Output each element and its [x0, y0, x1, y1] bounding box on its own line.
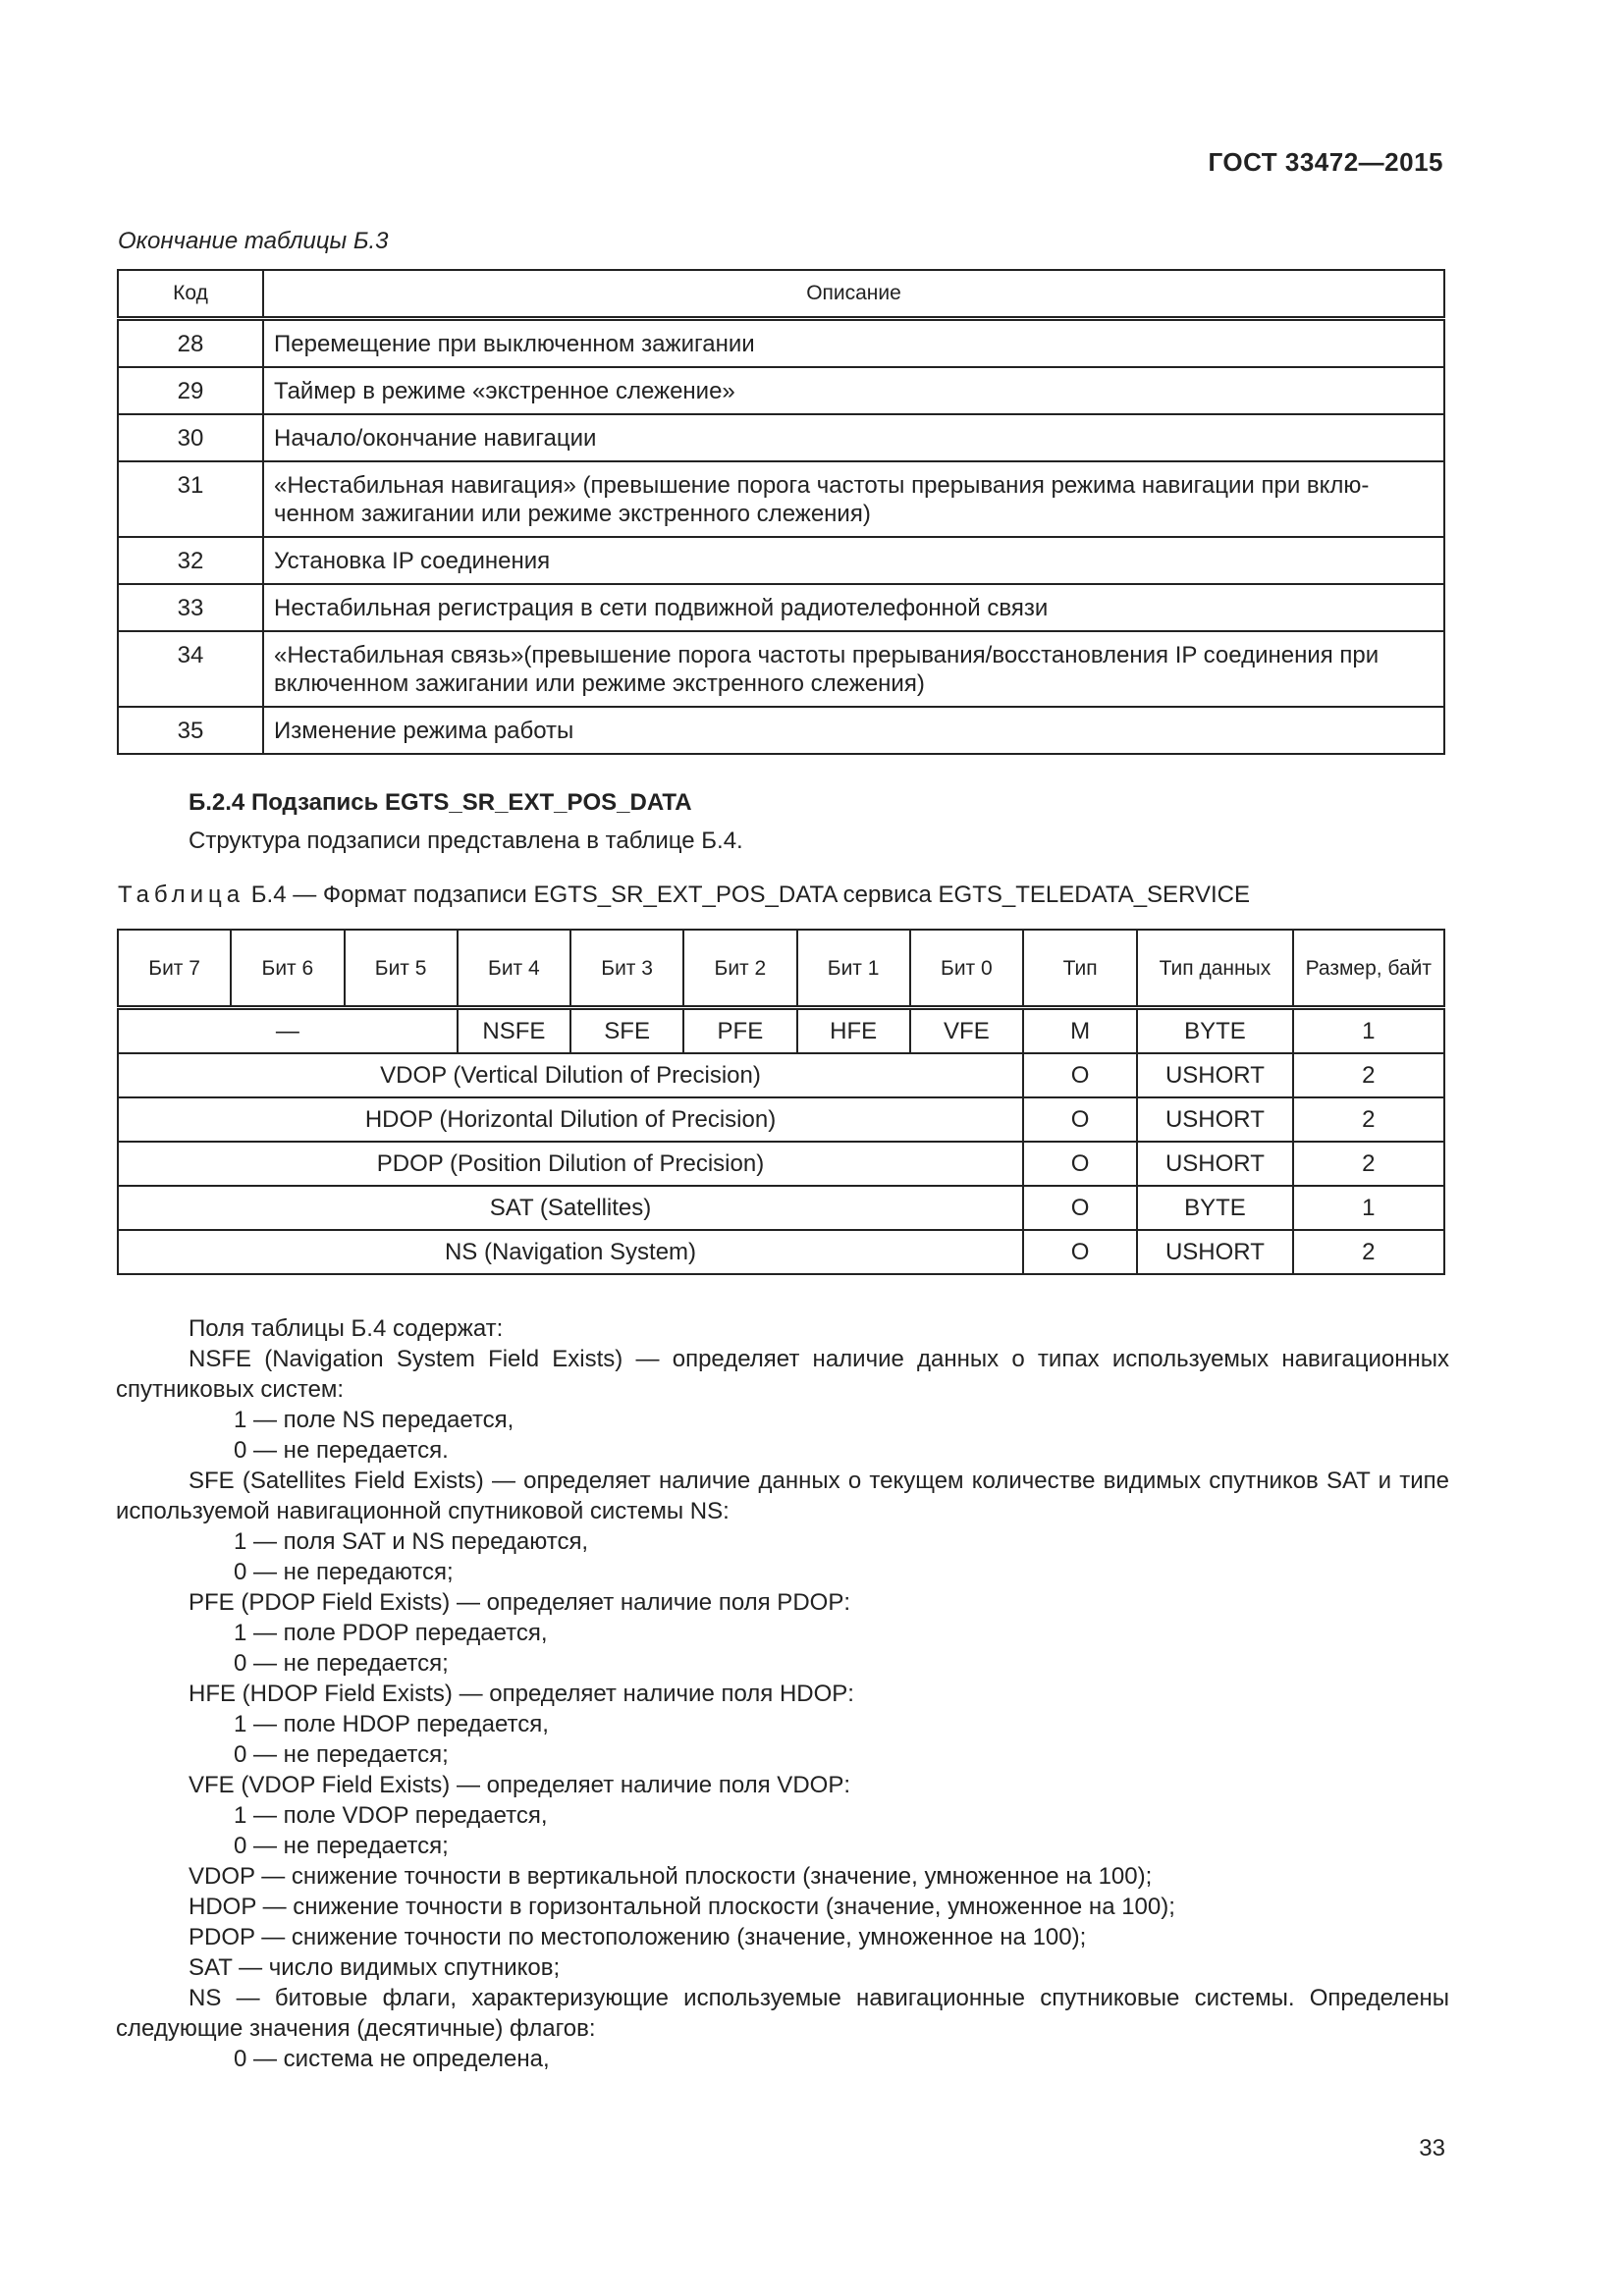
- field-line: 1 — поле PDOP передается,: [234, 1620, 548, 1646]
- field-line: PFE (PDOP Field Exists) — определяет наличие поля PDOP:: [189, 1589, 850, 1616]
- field-line: 0 — не передается.: [234, 1437, 449, 1464]
- description-cell: Перемещение при выключенном зажигании: [263, 319, 1444, 368]
- column-header: Бит 3: [570, 930, 683, 1008]
- table-row: [118, 1230, 1444, 1274]
- section-intro: Структура подзаписи представлена в таблице Б.4.: [189, 828, 743, 854]
- data-type-cell: USHORT: [1137, 1053, 1292, 1097]
- size-cell: 2: [1293, 1053, 1444, 1097]
- field-line: HDOP — снижение точности в горизонтальной плоскости (значение, умноженное на 100);: [189, 1894, 1175, 1920]
- field-line: VFE (VDOP Field Exists) — определяет наличие поля VDOP:: [189, 1772, 850, 1798]
- table-row: [118, 1186, 1444, 1230]
- table-b4-caption-text: Б.4 — Формат подзаписи EGTS_SR_EXT_POS_DATA сервиса EGTS_TELEDATA_SERVICE: [250, 881, 1250, 908]
- data-type-cell: USHORT: [1137, 1142, 1292, 1186]
- table-b4-caption: [118, 881, 1250, 909]
- column-header: Бит 1: [797, 930, 910, 1008]
- flag-cell: NSFE: [458, 1008, 570, 1054]
- table-b4: [117, 929, 1445, 1275]
- column-header: Тип: [1023, 930, 1137, 1008]
- description-cell: Таймер в режиме «экстренное слежение»: [263, 367, 1444, 414]
- field-line: 1 — поля SAT и NS передаются,: [234, 1528, 589, 1555]
- column-header: Размер, байт: [1293, 930, 1444, 1008]
- data-type-cell: USHORT: [1137, 1230, 1292, 1274]
- flag-cell: SFE: [570, 1008, 683, 1054]
- field-name-cell: SAT (Satellites): [118, 1186, 1023, 1230]
- field-name-cell: HDOP (Horizontal Dilution of Precision): [118, 1097, 1023, 1142]
- data-type-cell: BYTE: [1137, 1008, 1292, 1054]
- field-line: SFE (Satellites Field Exists) — определяет наличие данных о текущем количестве видимых спутников SAT и типе используемой навигационной спутниковой системы NS:: [116, 1468, 1449, 1524]
- field-line: 0 — не передается;: [234, 1833, 449, 1859]
- column-header: Бит 5: [345, 930, 458, 1008]
- fields-description: [116, 1313, 1449, 2074]
- table-row: [118, 1097, 1444, 1142]
- column-header: Бит 0: [910, 930, 1023, 1008]
- code-cell: 32: [118, 537, 263, 584]
- code-cell: 28: [118, 319, 263, 368]
- table-row: [118, 1053, 1444, 1097]
- table-row: [118, 631, 1444, 707]
- table-b4-flag-row: [118, 1008, 1444, 1054]
- table-row: [118, 537, 1444, 584]
- table-row: [118, 319, 1444, 368]
- type-cell: O: [1023, 1230, 1137, 1274]
- field-line: NSFE (Navigation System Field Exists) — определяет наличие данных о типах используемых навигационных спутниковых систем:: [116, 1346, 1449, 1403]
- code-cell: 35: [118, 707, 263, 754]
- type-cell: O: [1023, 1053, 1137, 1097]
- table-b3-header-code: Код: [118, 270, 263, 319]
- table-row: [118, 707, 1444, 754]
- description-cell: «Нестабильная навигация» (превышение порога частоты прерывания режима навигации при вклю-ченном зажигании или режиме экстренного слежения): [263, 461, 1444, 537]
- table-row: [118, 461, 1444, 537]
- field-line: 1 — поле HDOP передается,: [234, 1711, 549, 1737]
- data-type-cell: USHORT: [1137, 1097, 1292, 1142]
- type-cell: M: [1023, 1008, 1137, 1054]
- section-heading: Б.2.4 Подзапись EGTS_SR_EXT_POS_DATA: [189, 789, 692, 816]
- data-type-cell: BYTE: [1137, 1186, 1292, 1230]
- size-cell: 1: [1293, 1008, 1444, 1054]
- field-line: VDOP — снижение точности в вертикальной плоскости (значение, умноженное на 100);: [189, 1863, 1153, 1890]
- field-name-cell: NS (Navigation System): [118, 1230, 1023, 1274]
- size-cell: 2: [1293, 1230, 1444, 1274]
- column-header: Бит 7: [118, 930, 231, 1008]
- type-cell: O: [1023, 1097, 1137, 1142]
- column-header: Бит 2: [683, 930, 796, 1008]
- field-line: 1 — поле VDOP передается,: [234, 1802, 548, 1829]
- table-b3-caption: Окончание таблицы Б.3: [118, 228, 389, 254]
- code-cell: 34: [118, 631, 263, 707]
- reserved-cell: —: [118, 1008, 458, 1054]
- page-number: 33: [1419, 2135, 1445, 2162]
- field-line: SAT — число видимых спутников;: [189, 1954, 561, 1981]
- field-line: NS — битовые флаги, характеризующие используемые навигационные спутниковые системы. Определены следующие значения (десятичные) флагов:: [116, 1985, 1449, 2042]
- column-header: Бит 4: [458, 930, 570, 1008]
- field-name-cell: VDOP (Vertical Dilution of Precision): [118, 1053, 1023, 1097]
- field-line: HFE (HDOP Field Exists) — определяет наличие поля HDOP:: [189, 1681, 854, 1707]
- table-row: [118, 414, 1444, 461]
- type-cell: O: [1023, 1186, 1137, 1230]
- description-cell: Изменение режима работы: [263, 707, 1444, 754]
- table-b4-caption-label: Таблица: [118, 881, 245, 908]
- description-cell: Установка IP соединения: [263, 537, 1444, 584]
- field-name-cell: PDOP (Position Dilution of Precision): [118, 1142, 1023, 1186]
- code-cell: 31: [118, 461, 263, 537]
- field-line: 0 — не передается;: [234, 1650, 449, 1677]
- size-cell: 2: [1293, 1142, 1444, 1186]
- code-cell: 29: [118, 367, 263, 414]
- table-row: [118, 1142, 1444, 1186]
- field-line: 0 — не передаются;: [234, 1559, 454, 1585]
- description-cell: Начало/окончание навигации: [263, 414, 1444, 461]
- code-cell: 30: [118, 414, 263, 461]
- table-b3-header-desc: Описание: [263, 270, 1444, 319]
- field-line: 1 — поле NS передается,: [234, 1407, 514, 1433]
- field-line: 0 — не передается;: [234, 1741, 449, 1768]
- table-row: [118, 584, 1444, 631]
- description-cell: «Нестабильная связь»(превышение порога частоты прерывания/восстановления IP соединения при включенном зажигании или режиме экстренного слежения): [263, 631, 1444, 707]
- flag-cell: HFE: [797, 1008, 910, 1054]
- type-cell: O: [1023, 1142, 1137, 1186]
- size-cell: 1: [1293, 1186, 1444, 1230]
- column-header: Тип данных: [1137, 930, 1292, 1008]
- field-line: Поля таблицы Б.4 содержат:: [189, 1315, 504, 1342]
- column-header: Бит 6: [231, 930, 344, 1008]
- flag-cell: PFE: [683, 1008, 796, 1054]
- field-line: PDOP — снижение точности по местоположению (значение, умноженное на 100);: [189, 1924, 1087, 1950]
- table-row: [118, 367, 1444, 414]
- description-cell: Нестабильная регистрация в сети подвижной радиотелефонной связи: [263, 584, 1444, 631]
- code-cell: 33: [118, 584, 263, 631]
- table-b3: [117, 269, 1445, 755]
- field-line: 0 — система не определена,: [234, 2046, 550, 2072]
- flag-cell: VFE: [910, 1008, 1023, 1054]
- document-code: ГОСТ 33472—2015: [1208, 147, 1443, 177]
- size-cell: 2: [1293, 1097, 1444, 1142]
